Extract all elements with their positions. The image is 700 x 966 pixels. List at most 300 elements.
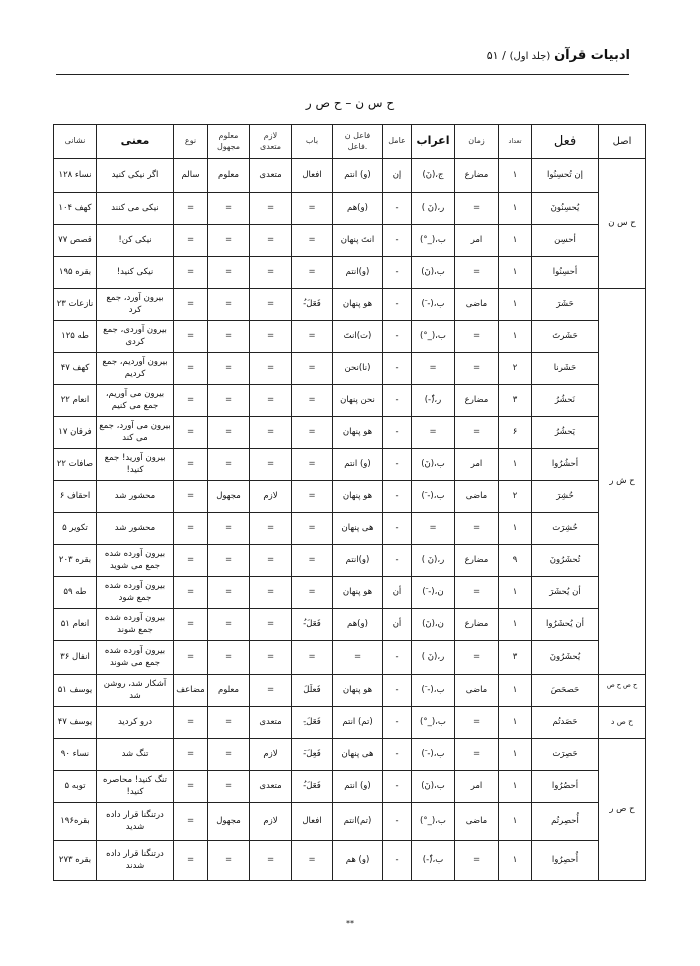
cell-mani: تنگ شد — [97, 739, 174, 771]
cell-maloom: = — [208, 257, 250, 289]
cell-bab: = — [292, 417, 333, 449]
table-row — [54, 675, 646, 707]
cell-neshani: طه ۵۹ — [54, 577, 97, 609]
table-body — [54, 159, 646, 881]
cell-amel: - — [383, 193, 412, 225]
table-row — [54, 321, 646, 353]
cell-now: = — [174, 707, 208, 739]
cell-fael: (تم) انتم — [333, 707, 383, 739]
cell-tedad: ۱ — [499, 675, 532, 707]
cell-lazem: لازم — [250, 481, 292, 513]
col-mani: معنی — [97, 125, 174, 159]
cell-fel: یُحشَرُونَ — [532, 641, 599, 675]
verb-table — [53, 124, 646, 881]
col-neshani: نشانی — [54, 125, 97, 159]
cell-fael: هو پنهان — [333, 577, 383, 609]
cell-mani: بیرون آورده شده جمع می شوند — [97, 641, 174, 675]
cell-maloom: = — [208, 321, 250, 353]
cell-fel: أحصُرُوا — [532, 771, 599, 803]
cell-amel: - — [383, 417, 412, 449]
cell-mani: درتنگنا قرار داده شدید — [97, 803, 174, 841]
cell-bab: = — [292, 449, 333, 481]
section-title: ح س ن – ح ص ر — [305, 96, 395, 110]
cell-tedad: ۱ — [499, 609, 532, 641]
cell-amel: - — [383, 481, 412, 513]
cell-erab: ن،(- َ) — [412, 577, 455, 609]
cell-now: سالم — [174, 159, 208, 193]
cell-now: = — [174, 771, 208, 803]
cell-fel: نَحشُرُ — [532, 385, 599, 417]
cell-amel: - — [383, 257, 412, 289]
cell-bab: = — [292, 481, 333, 513]
cell-erab: ب،(- َ) — [412, 739, 455, 771]
cell-now: = — [174, 225, 208, 257]
cell-mani: بیرون آوردی، جمع کردی — [97, 321, 174, 353]
cell-tedad: ۳ — [499, 641, 532, 675]
cell-zaman: = — [455, 417, 499, 449]
table-row — [54, 193, 646, 225]
cell-lazem: = — [250, 449, 292, 481]
cell-bab: فَعَلَ-ِ — [292, 707, 333, 739]
cell-neshani: قصص ۷۷ — [54, 225, 97, 257]
cell-zaman: امر — [455, 771, 499, 803]
table-row — [54, 159, 646, 193]
cell-tedad: ۳ — [499, 385, 532, 417]
cell-erab: ب،(ُ-) — [412, 841, 455, 881]
cell-neshani: بقره ۲۷۳ — [54, 841, 97, 881]
cell-now: = — [174, 193, 208, 225]
cell-neshani: بقره۱۹۶ — [54, 803, 97, 841]
cell-bab: = — [292, 545, 333, 577]
cell-now: مضاعف — [174, 675, 208, 707]
cell-amel: - — [383, 289, 412, 321]
cell-zaman: ماضی — [455, 803, 499, 841]
cell-bab: افعال — [292, 159, 333, 193]
cell-zaman: مضارع — [455, 159, 499, 193]
cell-mani: اگر نیکی کنید — [97, 159, 174, 193]
table-row — [54, 385, 646, 417]
cell-fael: (تم)انتم — [333, 803, 383, 841]
cell-bab: فَعَلَ-ُ — [292, 771, 333, 803]
cell-amel: - — [383, 803, 412, 841]
cell-amel: - — [383, 321, 412, 353]
cell-tedad: ۹ — [499, 545, 532, 577]
table-row — [54, 577, 646, 609]
table-row — [54, 289, 646, 321]
cell-amel: - — [383, 641, 412, 675]
cell-erab: ن،(نَ) — [412, 609, 455, 641]
cell-tedad: ۶ — [499, 417, 532, 449]
cell-erab: = — [412, 513, 455, 545]
cell-zaman: امر — [455, 225, 499, 257]
cell-zaman: = — [455, 353, 499, 385]
cell-neshani: طه ۱۲۵ — [54, 321, 97, 353]
cell-maloom: = — [208, 353, 250, 385]
cell-neshani: انعام ۲۲ — [54, 385, 97, 417]
cell-lazem: = — [250, 289, 292, 321]
table-row — [54, 707, 646, 739]
col-lazem: لازم متعدی — [250, 125, 292, 159]
cell-tedad: ۱ — [499, 257, 532, 289]
table-row — [54, 545, 646, 577]
cell-neshani: صافات ۲۲ — [54, 449, 97, 481]
cell-maloom: = — [208, 841, 250, 881]
cell-erab: = — [412, 353, 455, 385]
cell-fel: حُشِرَت — [532, 513, 599, 545]
cell-bab: = — [292, 193, 333, 225]
cell-fael: هی پنهان — [333, 739, 383, 771]
cell-tedad: ۱ — [499, 159, 532, 193]
cell-zaman: ماضی — [455, 289, 499, 321]
cell-maloom: مجهول — [208, 481, 250, 513]
cell-zaman: = — [455, 739, 499, 771]
cell-maloom: = — [208, 449, 250, 481]
cell-mani: درو کردید — [97, 707, 174, 739]
table-row — [54, 641, 646, 675]
cell-tedad: ۱ — [499, 577, 532, 609]
cell-neshani: انعام ۵۱ — [54, 609, 97, 641]
table-row — [54, 481, 646, 513]
cell-fel: أحشُرُوا — [532, 449, 599, 481]
cell-asl: ح س ن — [599, 159, 646, 289]
cell-amel: - — [383, 707, 412, 739]
cell-bab: = — [292, 385, 333, 417]
cell-neshani: کهف ۱۰۴ — [54, 193, 97, 225]
cell-now: = — [174, 577, 208, 609]
col-maloom: معلوم مجهول — [208, 125, 250, 159]
cell-fel: أُحصِرتُم — [532, 803, 599, 841]
cell-erab: ب،(- َ) — [412, 675, 455, 707]
cell-maloom: معلوم — [208, 159, 250, 193]
cell-mani: نیکی می کنند — [97, 193, 174, 225]
cell-mani: بیرون می آوریم، جمع می کنیم — [97, 385, 174, 417]
cell-erab: ب،(نَ) — [412, 449, 455, 481]
cell-maloom: = — [208, 609, 250, 641]
cell-zaman: = — [455, 577, 499, 609]
cell-now: = — [174, 513, 208, 545]
cell-neshani: نساء ۹۰ — [54, 739, 97, 771]
cell-lazem: = — [250, 641, 292, 675]
cell-erab: ب،(_°) — [412, 321, 455, 353]
cell-tedad: ۲ — [499, 481, 532, 513]
cell-fel: إن تُحسِنُوا — [532, 159, 599, 193]
cell-bab: فَعَلَ-ُ — [292, 289, 333, 321]
col-tedad: تعداد — [499, 125, 532, 159]
cell-erab: ب،(نَ) — [412, 257, 455, 289]
cell-zaman: = — [455, 513, 499, 545]
cell-fel: أحسِن — [532, 225, 599, 257]
col-bab: باب — [292, 125, 333, 159]
cell-erab: ب،(نَ) — [412, 771, 455, 803]
cell-tedad: ۱ — [499, 771, 532, 803]
cell-bab: = — [292, 641, 333, 675]
cell-neshani: نازعات ۲۳ — [54, 289, 97, 321]
cell-neshani: یوسف ۴۷ — [54, 707, 97, 739]
table-header-row — [54, 125, 646, 159]
cell-amel: - — [383, 513, 412, 545]
cell-amel: - — [383, 385, 412, 417]
cell-fel: أحسِنُوا — [532, 257, 599, 289]
cell-fel: یُحسِنُونَ — [532, 193, 599, 225]
cell-erab: ب،(_°) — [412, 803, 455, 841]
cell-bab: = — [292, 353, 333, 385]
cell-bab: افعال — [292, 803, 333, 841]
cell-erab: ب،(- َ) — [412, 289, 455, 321]
cell-maloom: = — [208, 513, 250, 545]
col-now: نوع — [174, 125, 208, 159]
cell-lazem: = — [250, 321, 292, 353]
cell-fel: أُحصِرُوا — [532, 841, 599, 881]
cell-amel: - — [383, 225, 412, 257]
table-row — [54, 609, 646, 641]
table-row — [54, 739, 646, 771]
cell-bab: فَعلَلَ — [292, 675, 333, 707]
cell-amel: - — [383, 675, 412, 707]
cell-fael: (و)انتم — [333, 545, 383, 577]
cell-asl: ح ش ر — [599, 289, 646, 675]
cell-bab: فَعِلَ-َ — [292, 739, 333, 771]
cell-now: = — [174, 739, 208, 771]
cell-now: = — [174, 321, 208, 353]
cell-amel: - — [383, 353, 412, 385]
cell-mani: بیرون آورده شده جمع شود — [97, 577, 174, 609]
cell-neshani: فرقان ۱۷ — [54, 417, 97, 449]
cell-tedad: ۱ — [499, 739, 532, 771]
col-fael: فاعل ن .فاعل — [333, 125, 383, 159]
table-row — [54, 841, 646, 881]
cell-maloom: = — [208, 417, 250, 449]
cell-tedad: ۲ — [499, 353, 532, 385]
cell-fel: حَشَرنا — [532, 353, 599, 385]
cell-lazem: = — [250, 385, 292, 417]
cell-fael: هو پنهان — [333, 417, 383, 449]
cell-erab: ر،(نَ ) — [412, 641, 455, 675]
cell-zaman: ماضی — [455, 675, 499, 707]
cell-now: = — [174, 289, 208, 321]
cell-mani: درتنگنا قرار داده شدند — [97, 841, 174, 881]
cell-bab: = — [292, 321, 333, 353]
cell-lazem: متعدی — [250, 707, 292, 739]
cell-fael: نحن پنهان — [333, 385, 383, 417]
cell-lazem: = — [250, 577, 292, 609]
cell-neshani: یوسف ۵۱ — [54, 675, 97, 707]
cell-bab: = — [292, 225, 333, 257]
col-asl: اصل — [599, 125, 646, 159]
cell-now: = — [174, 353, 208, 385]
cell-asl: ح ص د — [599, 707, 646, 739]
cell-tedad: ۱ — [499, 193, 532, 225]
cell-neshani: احقاف ۶ — [54, 481, 97, 513]
cell-now: = — [174, 257, 208, 289]
cell-maloom: = — [208, 771, 250, 803]
cell-bab: = — [292, 513, 333, 545]
cell-lazem: = — [250, 841, 292, 881]
cell-zaman: مضارع — [455, 385, 499, 417]
cell-neshani: تکویر ۵ — [54, 513, 97, 545]
cell-erab: = — [412, 417, 455, 449]
cell-now: = — [174, 545, 208, 577]
cell-zaman: = — [455, 641, 499, 675]
cell-zaman: ماضی — [455, 481, 499, 513]
col-amel: عامل — [383, 125, 412, 159]
cell-amel: أن — [383, 609, 412, 641]
cell-mani: بیرون آورده شده جمع می شوید — [97, 545, 174, 577]
cell-mani: بیرون آوردیم، جمع کردیم — [97, 353, 174, 385]
cell-tedad: ۱ — [499, 321, 532, 353]
cell-lazem: = — [250, 193, 292, 225]
cell-fael: (نا)نحن — [333, 353, 383, 385]
cell-zaman: = — [455, 193, 499, 225]
col-zaman: زمان — [455, 125, 499, 159]
cell-now: = — [174, 609, 208, 641]
cell-bab: = — [292, 257, 333, 289]
cell-neshani: توبه ۵ — [54, 771, 97, 803]
cell-fael: (و)هم — [333, 193, 383, 225]
cell-mani: محشور شد — [97, 513, 174, 545]
cell-neshani: انفال ۳۶ — [54, 641, 97, 675]
cell-erab: ر،(نَ ) — [412, 193, 455, 225]
cell-mani: بیرون آورد، جمع کرد — [97, 289, 174, 321]
cell-zaman: = — [455, 707, 499, 739]
cell-neshani: بقره ۱۹۵ — [54, 257, 97, 289]
cell-fael: (و)هم — [333, 609, 383, 641]
cell-lazem: = — [250, 257, 292, 289]
cell-maloom: = — [208, 225, 250, 257]
cell-fael: هو پنهان — [333, 675, 383, 707]
cell-amel: - — [383, 841, 412, 881]
cell-fel: أن یُحشَرُوا — [532, 609, 599, 641]
cell-mani: آشکار شد، روشن شد — [97, 675, 174, 707]
cell-lazem: = — [250, 417, 292, 449]
cell-mani: بیرون می آورد، جمع می کند — [97, 417, 174, 449]
cell-neshani: کهف ۴۷ — [54, 353, 97, 385]
cell-fael: هی پنهان — [333, 513, 383, 545]
cell-lazem: = — [250, 609, 292, 641]
cell-maloom: = — [208, 545, 250, 577]
cell-maloom: = — [208, 385, 250, 417]
cell-now: = — [174, 641, 208, 675]
cell-fel: أن یُحشَرَ — [532, 577, 599, 609]
cell-now: = — [174, 449, 208, 481]
cell-fael: هو پنهان — [333, 289, 383, 321]
cell-tedad: ۱ — [499, 513, 532, 545]
table-row — [54, 353, 646, 385]
cell-fel: حَشَرَ — [532, 289, 599, 321]
cell-fel: یَحشُرُ — [532, 417, 599, 449]
table-row — [54, 225, 646, 257]
cell-lazem: متعدی — [250, 771, 292, 803]
table-row — [54, 803, 646, 841]
cell-bab: = — [292, 577, 333, 609]
cell-maloom: = — [208, 193, 250, 225]
footnote-mark: ** — [346, 919, 354, 928]
running-header — [60, 48, 630, 72]
cell-maloom: معلوم — [208, 675, 250, 707]
cell-fael: (ت)انتَ — [333, 321, 383, 353]
cell-zaman: مضارع — [455, 609, 499, 641]
cell-zaman: = — [455, 257, 499, 289]
cell-erab: ج،(نَ) — [412, 159, 455, 193]
cell-amel: - — [383, 545, 412, 577]
cell-maloom: = — [208, 289, 250, 321]
cell-bab: فَعَلَ-ُ — [292, 609, 333, 641]
cell-asl: ح ص ر — [599, 739, 646, 881]
table-row — [54, 257, 646, 289]
cell-erab: ر،(ُ-) — [412, 385, 455, 417]
cell-tedad: ۱ — [499, 707, 532, 739]
cell-fael: هو پنهان — [333, 481, 383, 513]
cell-amel: - — [383, 771, 412, 803]
cell-maloom: = — [208, 577, 250, 609]
header-divider — [56, 74, 629, 75]
volume-label: (جلد اول) — [509, 51, 551, 62]
cell-mani: محشور شد — [97, 481, 174, 513]
cell-zaman: = — [455, 841, 499, 881]
cell-lazem: = — [250, 675, 292, 707]
cell-fel: حَشَرتَ — [532, 321, 599, 353]
cell-lazem: = — [250, 545, 292, 577]
cell-fel: حَصِرَت — [532, 739, 599, 771]
cell-mani: بیرون آورده شده جمع شوند — [97, 609, 174, 641]
cell-fael: انتَ پنهان — [333, 225, 383, 257]
cell-now: = — [174, 481, 208, 513]
table-row — [54, 449, 646, 481]
table-row — [54, 513, 646, 545]
cell-amel: - — [383, 739, 412, 771]
cell-amel: إن — [383, 159, 412, 193]
cell-fel: حَصَدتُم — [532, 707, 599, 739]
cell-now: = — [174, 841, 208, 881]
col-erab: اعراب — [412, 125, 455, 159]
cell-erab: ب،(_°) — [412, 225, 455, 257]
cell-asl: ح ص ح ص — [599, 675, 646, 707]
cell-tedad: ۱ — [499, 289, 532, 321]
cell-tedad: ۱ — [499, 225, 532, 257]
cell-zaman: = — [455, 321, 499, 353]
cell-mani: تنگ کنید! محاصره کنید! — [97, 771, 174, 803]
cell-maloom: = — [208, 707, 250, 739]
cell-fael: (و) هم — [333, 841, 383, 881]
page-number: / ۵۱ — [486, 49, 506, 62]
cell-erab: ب،(_°) — [412, 707, 455, 739]
cell-bab: = — [292, 841, 333, 881]
cell-mani: نیکی کن! — [97, 225, 174, 257]
table-row — [54, 771, 646, 803]
cell-zaman: مضارع — [455, 545, 499, 577]
cell-now: = — [174, 803, 208, 841]
cell-fael: (و) انتم — [333, 771, 383, 803]
cell-lazem: = — [250, 353, 292, 385]
cell-lazem: = — [250, 225, 292, 257]
cell-neshani: نساء ۱۲۸ — [54, 159, 97, 193]
cell-fel: حُشِرَ — [532, 481, 599, 513]
cell-mani: بیرون آورید! جمع کنید! — [97, 449, 174, 481]
cell-erab: ب،(- َ) — [412, 481, 455, 513]
cell-zaman: امر — [455, 449, 499, 481]
cell-fel: تُحشَرُونَ — [532, 545, 599, 577]
cell-now: = — [174, 385, 208, 417]
cell-lazem: لازم — [250, 739, 292, 771]
cell-fel: حَصحَصَ — [532, 675, 599, 707]
cell-now: = — [174, 417, 208, 449]
cell-maloom: = — [208, 739, 250, 771]
col-fel: فعل — [532, 125, 599, 159]
cell-lazem: متعدی — [250, 159, 292, 193]
cell-tedad: ۱ — [499, 841, 532, 881]
cell-erab: ر،(نَ ) — [412, 545, 455, 577]
cell-amel: أن — [383, 577, 412, 609]
cell-tedad: ۱ — [499, 803, 532, 841]
